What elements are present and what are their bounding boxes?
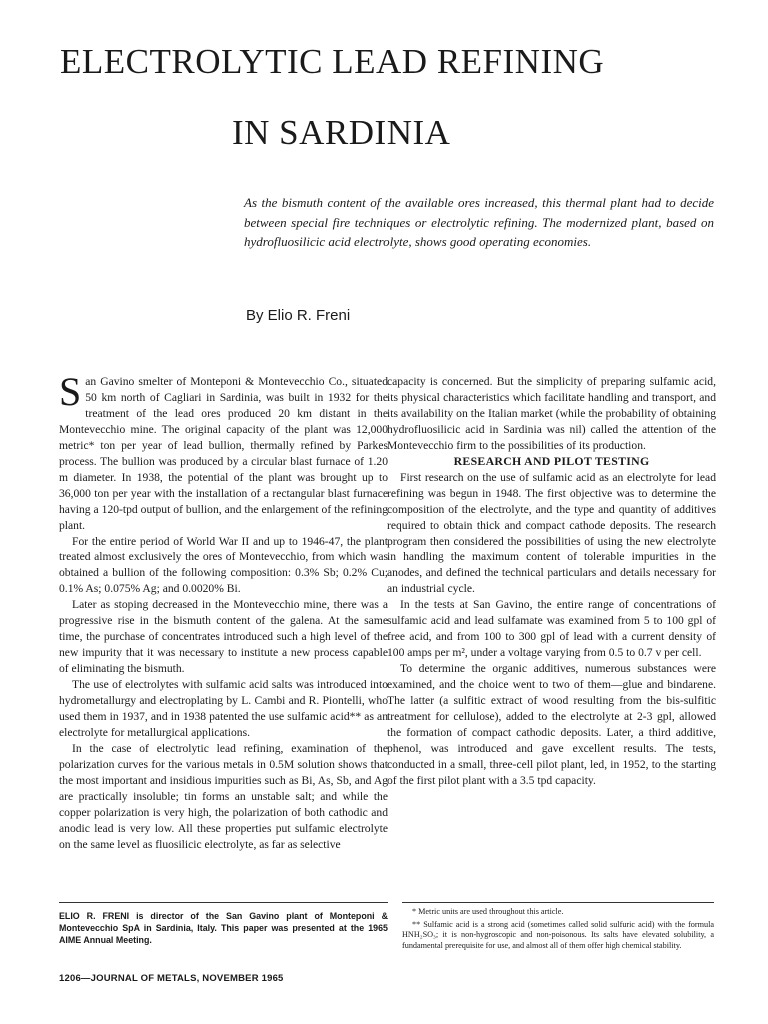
- drop-cap: S: [59, 369, 82, 414]
- author-bio: ELIO R. FRENI is director of the San Gavino plant of Monteponi & Montevecchio SpA in Sardinia, Italy. This paper was presented at the 1965 AIME Annual Meeting.: [59, 911, 388, 946]
- left-column: [59, 369, 388, 853]
- title-line-2: IN SARDINIA: [232, 113, 451, 152]
- paragraph: In the tests at San Gavino, the entire range of concentrations of sulfamic acid and lead sulfamate was examined from 5 to 100 gpl of free acid, and from 100 to 300 gpl of lead with a current density of 100 amps per m², under a voltage varying from 0.5 to 0.7 v per cell.: [387, 598, 716, 660]
- paragraph-continuation: capacity is concerned. But the simplicity of preparing sulfamic acid, its physical characteristics which facilitate handling and transport, and its availability on the Italian market (while the probability of obtaining hydrofluosilicic acid in Sardinia was nil) called the attention of the Montevecchio firm to the possibilities of its production.: [387, 375, 716, 452]
- byline: By Elio R. Freni: [246, 307, 351, 324]
- footnote: * Metric units are used throughout this article.: [412, 907, 564, 916]
- paragraph: Later as stoping decreased in the Montevecchio mine, there was a progressive rise in the bismuth content of the galena. At the same time, the purchase of concentrates introduced such a high level of the new impurity that it was necessary to institute a new process capable of eliminating the bismuth.: [59, 598, 388, 676]
- paragraph: To determine the organic additives, numerous substances were examined, and the choice went to two of them—glue and bindarene. The latter (a sulfitic extract of wood resulting from the bis-sulfitic treatment for cellulose), added to the electrolyte at 2-3 gpl, allowed the formation of compact cathodic deposits. Later, a third additive, phenol, was introduced and gave excellent results. The tests, conducted in a small, three-cell pilot plant, led, in 1952, to the starting of the first pilot plant with a 3.5 tpd capacity.: [387, 662, 716, 787]
- abstract: As the bismuth content of the available ores increased, this thermal plant had to decide between special fire techniques or electrolytic refining. The modernized plant, based on hydrofluosilicic acid electrolyte, shows good operating economies.: [244, 195, 714, 249]
- footnote: ** Sulfamic acid is a strong acid (sometimes called solid sulfuric acid) with the formula HNH₂SO₃; it is non-hygroscopic and non-poisonous. Its salts have elevated solubility, a fundamental prerequisite for use, and almost all of them offer high chemical stability.: [402, 920, 714, 950]
- paragraph: First research on the use of sulfamic acid as an electrolyte for lead refining was begun in 1948. The first objective was to determine the composition of the electrolyte, and the type and quantity of additives required to obtain thick and compact cathode deposits. The research program then considered the possibilities of using the new electrolyte in handling the maximum content of tolerable impurities in the anodes, and defined the technical particulars and details necessary for an industrial cycle.: [387, 470, 716, 596]
- paragraph: San Gavino smelter of Monteponi & Montevecchio Co., situated 50 km north of Cagliari in Sardinia, was built in 1932 for the treatment of the lead ores produced 20 km distant in the Montevecchio mine. The original capacity of the plant was 12,000 metric* ton per year of lead bullion, thermally refined by Parkes process. The bullion was produced by a circular blast furnace of 1.20 m diameter. In 1938, the potential of the plant was brought up to 36,000 ton per year with the installation of a rectangular blast furnace having a 120-tpd output of bullion, and the enlargement of the refining plant.: [59, 369, 388, 532]
- paragraph: In the case of electrolytic lead refining, examination of the polarization curves for the various metals in 0.5M solution shows that the most important and insidious impurities such as Bi, As, Sb, and Ag are practically insoluble; tin forms an unstable salt; and while the copper polarization is very high, the polarization of both cathodic and anodic lead is very low. All these properties put sulfamic electrolyte on the same level as fluosilicic electrolyte, as far as selective: [59, 741, 388, 851]
- paragraph: For the entire period of World War II and up to 1946-47, the plant treated almost exclusively the ores of Montevecchio, from which was obtained a bullion of the following composition: 0.3% Sb; 0.2% Cu; 0.1% As; 0.075% Ag; and 0.0020% Bi.: [59, 534, 388, 596]
- paragraph: The use of electrolytes with sulfamic acid salts was introduced into hydrometallurgy and electroplating by L. Cambi and R. Piontelli, who used them in 1937, and in 1938 patented the use sulfamic acid** as an electrolyte for metallurgical applications.: [59, 678, 388, 739]
- footnotes: [402, 907, 714, 954]
- title-line-1: ELECTROLYTIC LEAD REFINING: [60, 42, 605, 81]
- divider: [402, 902, 714, 903]
- right-column: [387, 374, 716, 789]
- divider: [59, 902, 388, 903]
- page-footer: 1206—JOURNAL OF METALS, NOVEMBER 1965: [59, 973, 284, 984]
- section-heading: RESEARCH AND PILOT TESTING: [453, 453, 650, 468]
